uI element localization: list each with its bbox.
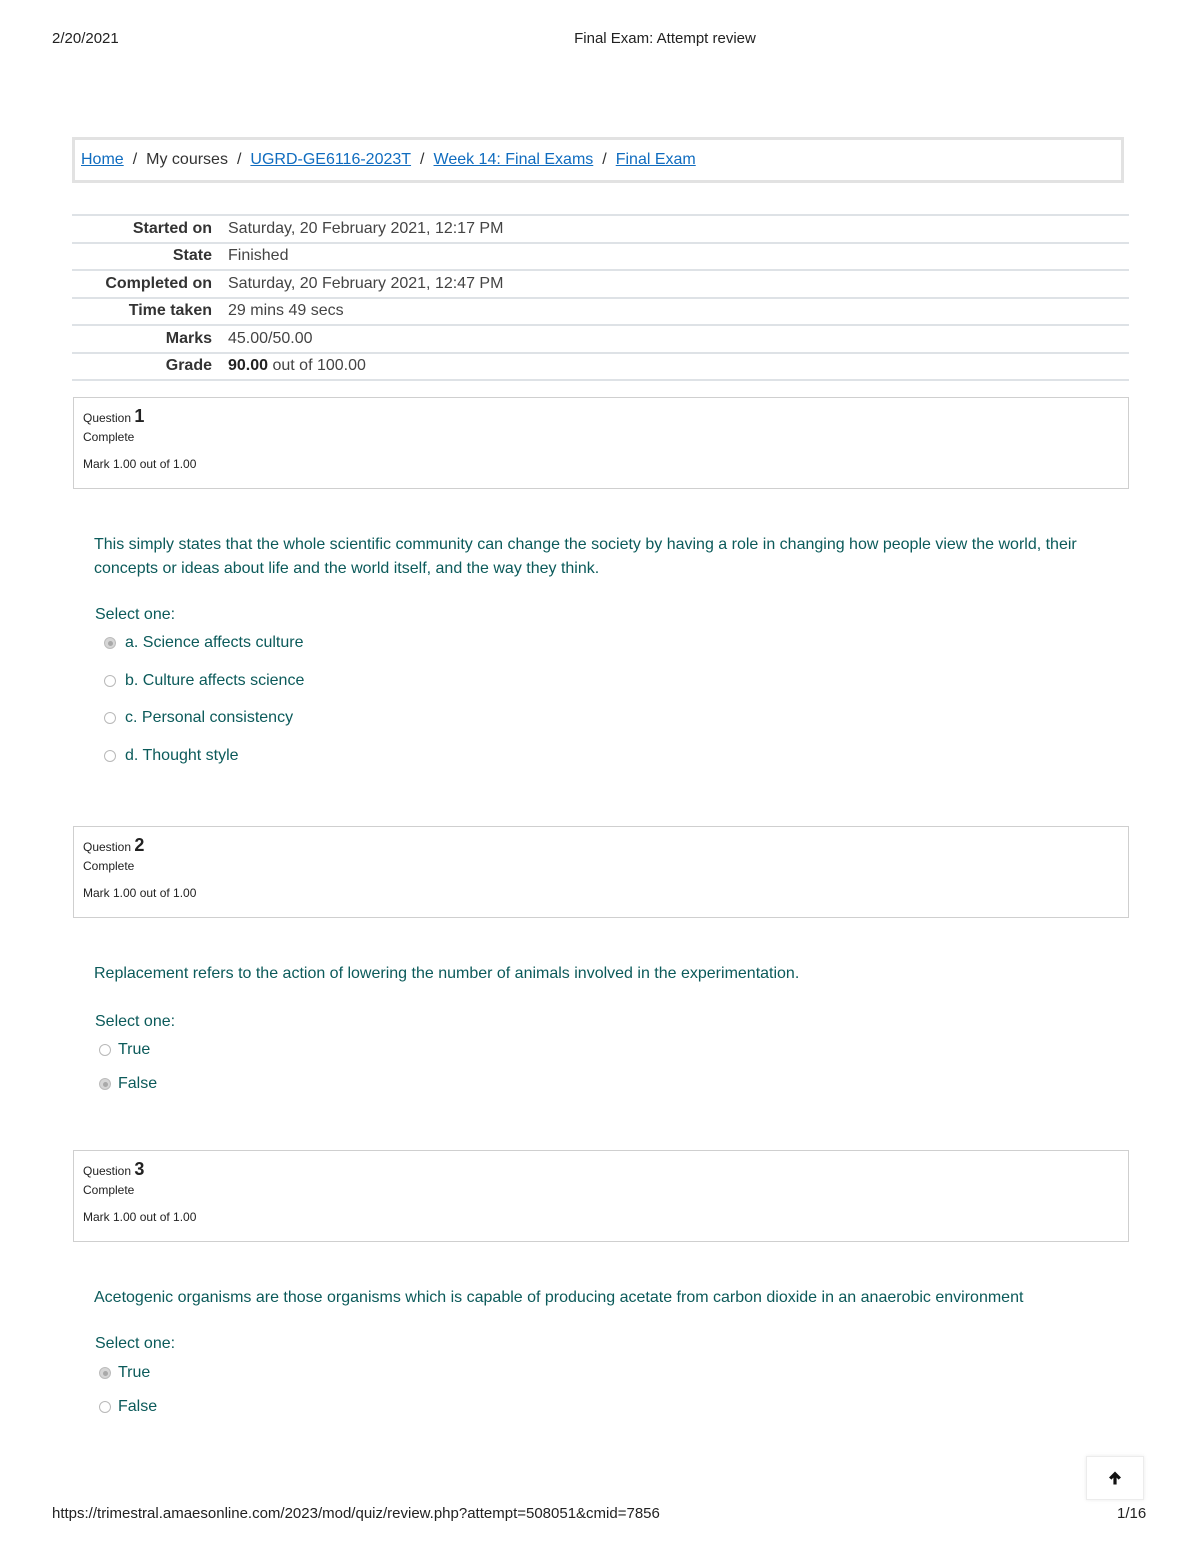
question-mark: Mark 1.00 out of 1.00	[83, 1210, 197, 1224]
option-label: True	[118, 1041, 151, 1058]
option-true[interactable]	[99, 1364, 150, 1382]
question-info-3	[73, 1150, 1129, 1242]
option-true[interactable]	[99, 1041, 150, 1059]
breadcrumb-my-courses: My courses	[146, 151, 228, 168]
grade-value: 90.00	[228, 357, 269, 375]
breadcrumb-separator: /	[420, 151, 425, 168]
summary-row-time-taken	[72, 299, 1129, 327]
option-c[interactable]	[104, 709, 293, 727]
option-label: d. Thought style	[125, 747, 239, 764]
arrow-up-icon	[1107, 1470, 1123, 1486]
summary-row-started	[72, 216, 1129, 244]
attempt-summary-table	[72, 214, 1129, 381]
summary-row-state	[72, 244, 1129, 272]
summary-label: Marks	[165, 329, 212, 347]
breadcrumb	[72, 137, 1124, 183]
question-text-2: Replacement refers to the action of lowering the number of animals involved in the experimentation.	[94, 965, 800, 982]
summary-value: Saturday, 20 February 2021, 12:17 PM	[228, 219, 504, 237]
question-text-1: This simply states that the whole scientific community can change the society by having a role in changing how people view the world, their concepts or ideas about life and the world itself, and the way they think.	[94, 536, 1077, 577]
summary-row-completed	[72, 271, 1129, 299]
question-prefix: Question	[83, 840, 135, 854]
summary-row-grade	[72, 354, 1129, 382]
breadcrumb-separator: /	[602, 151, 607, 168]
page-url: https://trimestral.amaesonline.com/2023/mod/quiz/review.php?attempt=508051&cmid=7856	[52, 1505, 660, 1522]
question-info-2	[73, 826, 1129, 918]
question-state: Complete	[83, 859, 135, 873]
option-label: c. Personal consistency	[125, 709, 294, 726]
question-mark: Mark 1.00 out of 1.00	[83, 457, 197, 471]
print-date: 2/20/2021	[52, 30, 119, 47]
breadcrumb-separator: /	[132, 151, 138, 168]
question-mark: Mark 1.00 out of 1.00	[83, 886, 197, 900]
print-title: Final Exam: Attempt review	[574, 30, 756, 47]
question-number: 2	[134, 835, 145, 855]
select-one-label: Select one:	[95, 606, 176, 623]
radio-empty-icon[interactable]	[104, 712, 116, 724]
summary-row-marks	[72, 326, 1129, 354]
option-label: True	[118, 1364, 151, 1381]
summary-value: 45.00/50.00	[228, 329, 313, 347]
breadcrumb-separator: /	[236, 151, 242, 168]
breadcrumb-course-link[interactable]: UGRD-GE6116-2023T	[250, 151, 412, 168]
breadcrumb-week-link[interactable]: Week 14: Final Exams	[433, 151, 594, 168]
question-state: Complete	[83, 430, 135, 444]
summary-value: Saturday, 20 February 2021, 12:47 PM	[228, 274, 504, 292]
radio-selected-icon[interactable]	[99, 1367, 111, 1379]
radio-empty-icon[interactable]	[99, 1401, 111, 1413]
back-to-top-button[interactable]	[1086, 1456, 1144, 1500]
option-label: False	[118, 1398, 158, 1415]
question-prefix: Question	[83, 1164, 135, 1178]
option-a[interactable]	[104, 634, 303, 652]
breadcrumb-final-exam-link[interactable]: Final Exam	[615, 151, 696, 168]
select-one-label: Select one:	[95, 1335, 176, 1352]
question-prefix: Question	[83, 411, 135, 425]
page-number: 1/16	[1117, 1505, 1147, 1522]
radio-empty-icon[interactable]	[104, 675, 116, 687]
option-d[interactable]	[104, 747, 239, 765]
print-header	[0, 30, 1200, 50]
option-label: False	[118, 1075, 158, 1092]
summary-value: 29 mins 49 secs	[228, 302, 344, 320]
question-text-3: Acetogenic organisms are those organisms which is capable of producing acetate from carbon dioxide in an anaerobic environment	[94, 1289, 1024, 1306]
summary-label: Time taken	[128, 302, 212, 320]
radio-selected-icon[interactable]	[99, 1078, 111, 1090]
question-number: 3	[134, 1159, 145, 1179]
select-one-label: Select one:	[95, 1013, 176, 1030]
grade-out-of: out of 100.00	[268, 357, 366, 375]
summary-label: Grade	[165, 357, 212, 375]
summary-label: Started on	[132, 219, 212, 237]
summary-label: State	[172, 247, 212, 265]
option-false[interactable]	[99, 1075, 157, 1093]
option-b[interactable]	[104, 672, 304, 690]
option-false[interactable]	[99, 1398, 157, 1416]
question-info-1	[73, 397, 1129, 489]
option-label: a. Science affects culture	[125, 634, 304, 651]
summary-label: Completed on	[105, 274, 212, 292]
breadcrumb-home-link[interactable]: Home	[81, 151, 124, 168]
radio-empty-icon[interactable]	[104, 750, 116, 762]
option-label: b. Culture affects science	[125, 672, 305, 689]
radio-selected-icon[interactable]	[104, 637, 116, 649]
summary-value: Finished	[228, 247, 289, 265]
question-number: 1	[134, 406, 145, 426]
question-state: Complete	[83, 1183, 135, 1197]
radio-empty-icon[interactable]	[99, 1044, 111, 1056]
summary-value	[228, 357, 366, 375]
